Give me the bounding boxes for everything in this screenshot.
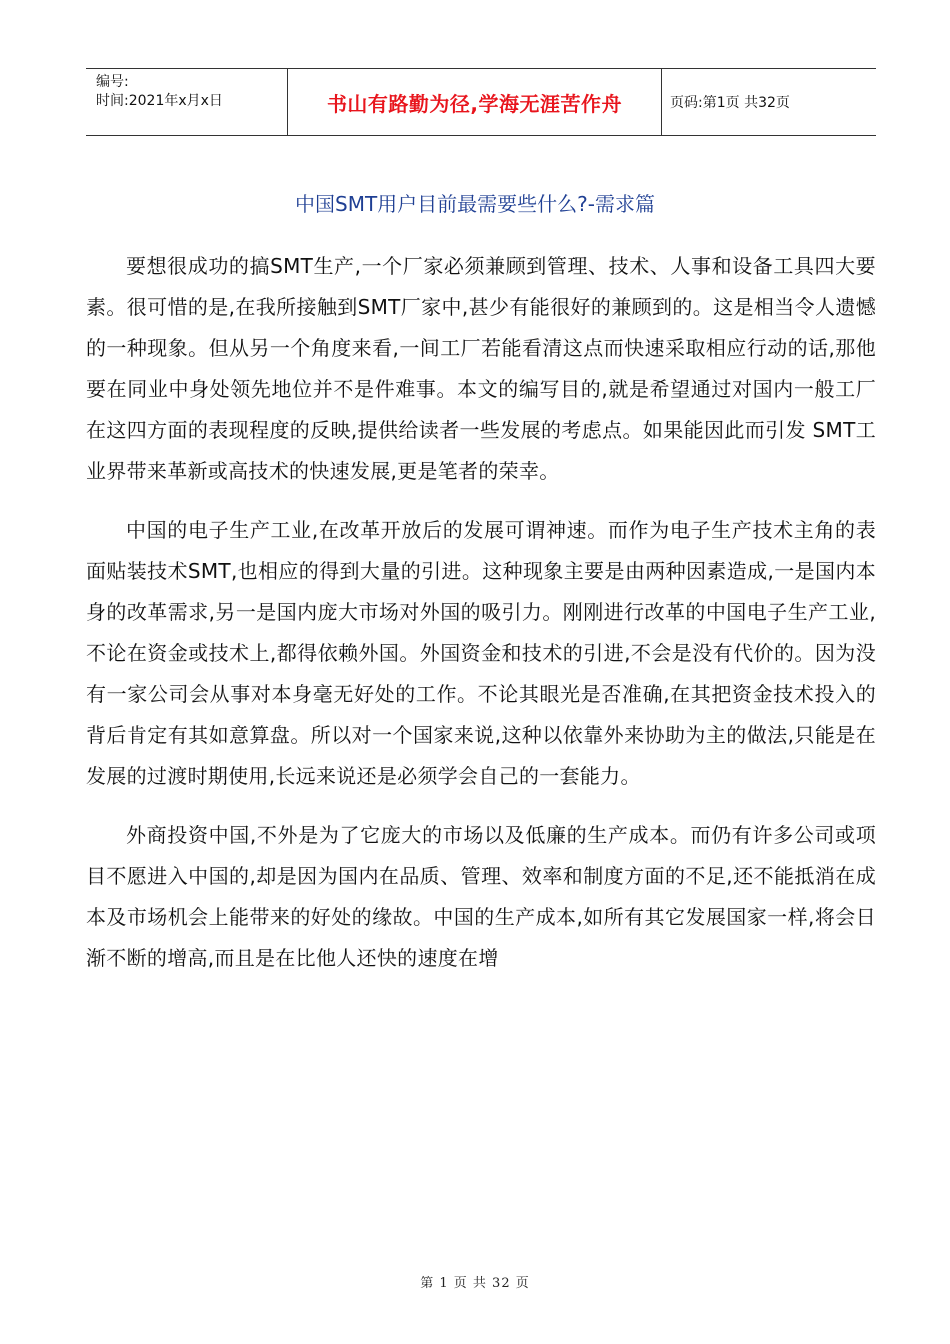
document-title: 中国SMT用户目前最需要些什么?-需求篇 — [295, 192, 655, 216]
motto-text: 书山有路勤为径,学海无涯苦作舟 — [326, 91, 623, 116]
header-motto-cell — [288, 69, 662, 135]
paragraph-3: 外商投资中国,不外是为了它庞大的市场以及低廉的生产成本。而仍有许多公司或项目不愿进入中国的,却是因为国内在品质、管理、效率和制度方面的不足,还不能抵消在成本及市场机会上能带来的好处的缘故。中国的生产成本,如所有其它发展国家一样,将会日渐不断的增高,而且是在比他人还快的速度在增 — [86, 823, 876, 970]
serial-label: 编号: — [96, 74, 129, 90]
paragraph-2: 中国的电子生产工业,在改革开放后的发展可谓神速。而作为电子生产技术主角的表面贴装技术SMT,也相应的得到大量的引进。这种现象主要是由两种因素造成,一是国内本身的改革需求,另一是国内庞大市场对外国的吸引力。刚刚进行改革的中国电子生产工业,不论在资金或技术上,都得依赖外国。外国资金和技术的引进,不会是没有代价的。因为没有一家公司会从事对本身毫无好处的工作。不论其眼光是否准确,在其把资金技术投入的背后肯定有其如意算盘。所以对一个国家来说,这种以依靠外来协助为主的做法,只能是在发展的过渡时期使用,长远来说还是必须学会自己的一套能力。 — [86, 518, 876, 788]
paragraph-1: 要想很成功的搞SMT生产,一个厂家必须兼顾到管理、技术、人事和设备工具四大要素。很可惜的是,在我所接触到SMT厂家中,甚少有能很好的兼顾到的。这是相当令人遗憾的一种现象。但从另一个角度来看,一间工厂若能看清这点而快速采取相应行动的话,那他要在同业中身处领先地位并不是件难事。本文的编写目的,就是希望通过对国内一般工厂在这四方面的表现程度的反映,提供给读者一些发展的考虑点。如果能因此而引发 SMT工业界带来革新或高技术的快速发展,更是笔者的荣幸。 — [86, 254, 876, 483]
header-page-cell — [662, 69, 876, 135]
page-info: 页码:第1页 共32页 — [670, 95, 790, 111]
footer-page-number: 第 1 页 共 32 页 — [420, 1276, 530, 1291]
header-table — [86, 68, 876, 136]
header-meta-cell — [86, 69, 288, 135]
time-label: 时间:2021年x月x日 — [96, 93, 223, 109]
document-body — [86, 246, 876, 997]
